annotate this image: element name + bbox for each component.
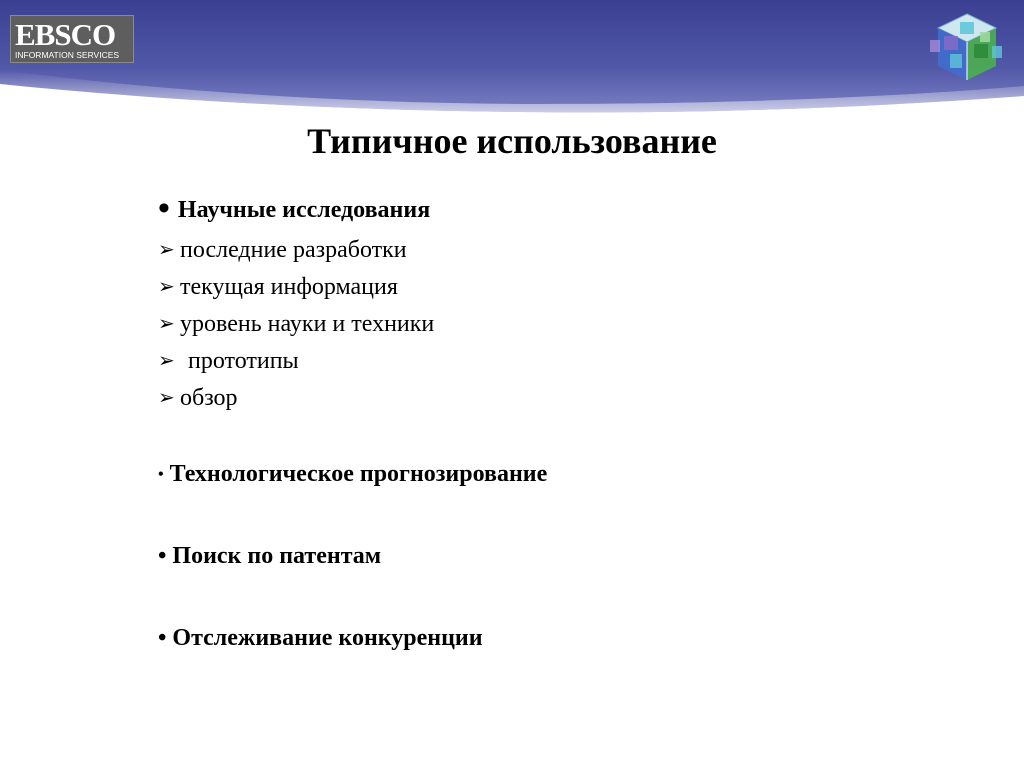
list-item — [158, 383, 238, 413]
item-text: текущая информация — [180, 274, 398, 300]
logo-mark: EBSCO — [15, 17, 116, 52]
arrow-bullet-icon: ➢ — [158, 276, 175, 298]
item-text: Научные исследования — [177, 197, 431, 223]
arrow-bullet-icon: ➢ — [158, 350, 175, 372]
item-text: Отслеживание конкуренции — [172, 625, 483, 651]
item-text: Поиск по патентам — [172, 543, 382, 569]
arrow-bullet-icon: ➢ — [158, 387, 175, 409]
bullet-icon: • — [158, 543, 167, 569]
item-text: уровень науки и техники — [180, 311, 435, 337]
list-item — [158, 272, 398, 302]
item-text: прототипы — [188, 348, 299, 374]
arrow-bullet-icon: ➢ — [158, 313, 175, 335]
header-band — [0, 0, 1024, 120]
item-text: обзор — [180, 385, 238, 411]
bullet-icon: • — [158, 466, 164, 483]
item-text: Технологическое прогнозирование — [169, 461, 548, 487]
arrow-bullet-icon: ➢ — [158, 239, 175, 261]
logo-subtitle: INFORMATION SERVICES — [15, 50, 120, 60]
bullet-icon: • — [158, 190, 170, 227]
list-item — [158, 623, 483, 653]
cube-logo-icon — [930, 10, 1004, 86]
list-item — [158, 541, 381, 571]
item-text: последние разработки — [180, 237, 407, 263]
list-item — [158, 190, 431, 227]
bullet-icon: • — [158, 625, 167, 651]
list-item — [158, 459, 547, 490]
list-item — [158, 309, 434, 339]
list-item — [158, 346, 299, 376]
slide-title: Типичное использование — [307, 121, 717, 161]
list-item — [158, 235, 407, 265]
ebsco-logo — [10, 15, 134, 63]
